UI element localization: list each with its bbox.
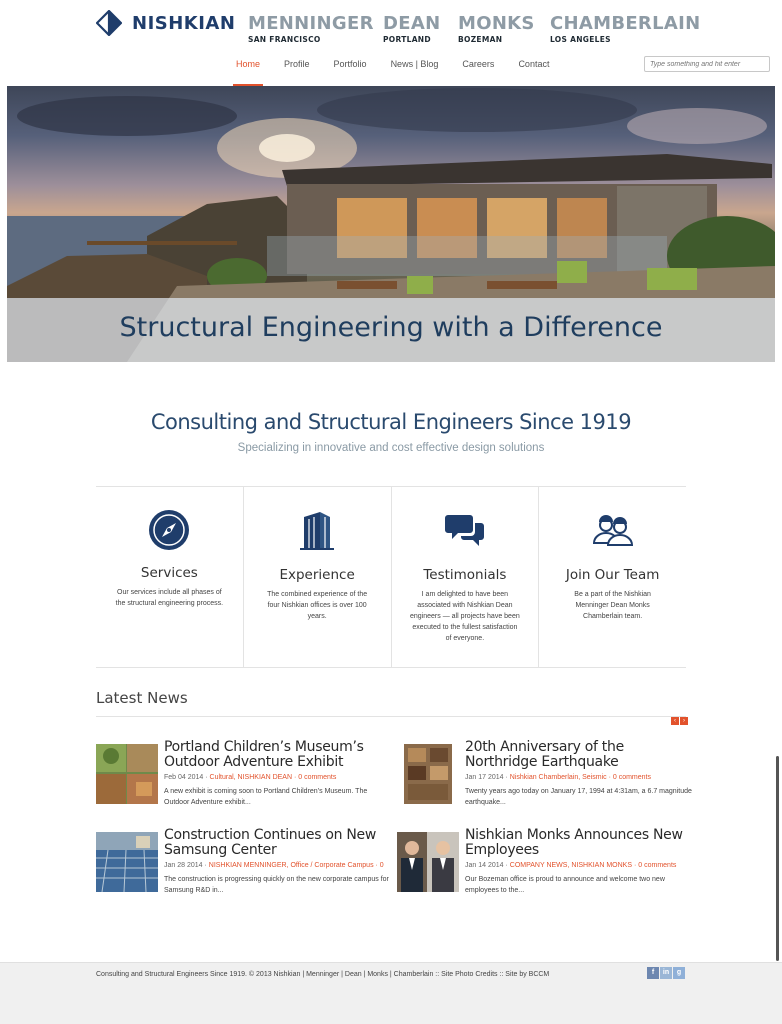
news-thumbnail[interactable] [397,832,459,892]
news-meta [465,862,693,869]
news-body [465,828,693,896]
news-thumbnail[interactable] [96,744,158,804]
news-body [164,740,392,808]
news-excerpt: Twenty years ago today on January 17, 1994 at 4:31am, a 6.7 magnitude earthquake... [465,788,692,806]
news-excerpt: A new exhibit is coming soon to Portland Children’s Museum. The Outdoor Adventure exhibit... [164,788,368,806]
google-plus-icon[interactable]: g [673,967,685,979]
office-menninger[interactable] [248,14,374,44]
nav-profile[interactable]: Profile [284,59,310,69]
logo-text: NISHKIAN [132,12,236,34]
facebook-icon[interactable]: f [647,967,659,979]
news-heading: Latest News [96,689,188,707]
feature-text: The combined experience of the four Nishkian offices is over 100 years. [267,591,368,620]
nav-careers[interactable]: Careers [462,59,495,69]
linkedin-icon[interactable]: in [660,967,672,979]
logo[interactable] [96,10,235,36]
news-categories[interactable]: COMPANY NEWS, NISHKIAN MONKS [509,862,633,869]
nishkian-logo-icon [96,10,122,36]
news-excerpt: Our Bozeman office is proud to announce and welcome two new employees to the... [465,876,665,894]
office-name: MENNINGER [248,13,374,34]
nav-contact[interactable]: Contact [518,59,550,69]
feature-title: Join Our Team [565,567,660,583]
news-comments[interactable]: · 0 comments [293,774,337,781]
intro-subtitle: Specializing in innovative and cost effective design solutions [237,442,545,454]
news-title[interactable]: 20th Anniversary of the Northridge Earthquake [465,739,624,770]
office-chamberlain[interactable] [550,14,700,44]
news-date: Feb 04 2014 · [164,774,208,781]
nav-news-blog[interactable]: News | Blog [390,59,439,69]
feature-text: Our services include all phases of the structural engineering process. [115,589,224,607]
feature-services[interactable] [96,487,244,667]
news-image [404,744,452,804]
compass-icon [146,507,192,553]
feature-grid [96,486,686,668]
news-comments[interactable]: · 0 [375,862,384,869]
news-date: Jan 14 2014 · [465,862,508,869]
news-meta [164,862,392,869]
site-footer [0,962,782,1024]
office-name: DEAN [383,13,441,34]
intro-title: Consulting and Structural Engineers Since 1919 [150,410,632,434]
hero-title: Structural Engineering with a Difference [119,312,663,343]
office-city: BOZEMAN [458,35,503,44]
news-image [397,832,459,892]
next-arrow-icon[interactable]: › [680,717,688,725]
office-city: PORTLAND [383,35,431,44]
feature-text: I am delighted to have been associated with Nishkian Dean engineers — all projects have been executed to the fullest satisfaction of everyone. [410,591,520,642]
news-image [96,744,158,804]
news-categories[interactable]: NISHKIAN MENNINGER, Office / Corporate Campus [208,862,374,869]
social-links [646,967,685,979]
news-body [465,740,693,808]
office-city: LOS ANGELES [550,35,611,44]
news-image [96,832,158,892]
news-body [164,828,392,896]
feature-title: Testimonials [423,567,507,583]
news-thumbnail[interactable] [404,744,452,804]
news-comments[interactable]: · 0 comments [608,774,651,781]
nav-portfolio[interactable]: Portfolio [333,59,367,69]
feature-experience[interactable] [244,487,392,667]
office-monks[interactable] [458,14,535,44]
site-header [0,0,782,86]
divider [96,716,686,717]
news-date: Jan 28 2014 · [164,862,207,869]
news-date: Jan 17 2014 · [465,774,508,781]
news-categories[interactable]: Cultural, NISHKIAN DEAN [209,774,293,781]
footer-text: Consulting and Structural Engineers Since 1919. © 2013 Nishkian | Menninger | Dean | Monks | Chamberlain :: Site Photo Credits :: Site by BCCM [96,971,550,978]
office-name: MONKS [458,13,535,34]
speech-bubbles-icon [442,507,488,553]
news-title[interactable]: Portland Children’s Museum’s Outdoor Adventure Exhibit [164,739,364,770]
nav-home[interactable]: Home [236,58,260,86]
feature-text: Be a part of the Nishkian Menninger Dean Monks Chamberlain team. [574,591,651,620]
news-categories[interactable]: Nishkian Chamberlain, Seismic [509,774,607,781]
search-input[interactable] [644,56,770,72]
news-thumbnail[interactable] [96,832,158,892]
feature-testimonials[interactable] [392,487,540,667]
prev-arrow-icon[interactable]: ‹ [671,717,679,725]
news-title[interactable]: Construction Continues on New Samsung Center [164,827,377,858]
team-icon [590,507,636,553]
hero-banner [7,86,775,362]
news-meta [465,774,693,781]
news-excerpt: The construction is progressing quickly on the new corporate campus for Samsung R&D in... [164,876,389,894]
main-nav [236,58,549,86]
office-name: CHAMBERLAIN [550,13,701,34]
feature-join-team[interactable] [539,487,686,667]
building-icon [294,507,340,553]
news-title[interactable]: Nishkian Monks Announces New Employees [465,827,683,858]
office-city: SAN FRANCISCO [248,35,321,44]
feature-title: Services [140,565,198,581]
news-comments[interactable]: · 0 comments [633,862,677,869]
news-meta [164,774,392,781]
scrollbar[interactable] [776,756,779,961]
news-carousel-controls [670,717,688,725]
feature-title: Experience [279,567,355,583]
office-dean[interactable] [383,14,440,44]
